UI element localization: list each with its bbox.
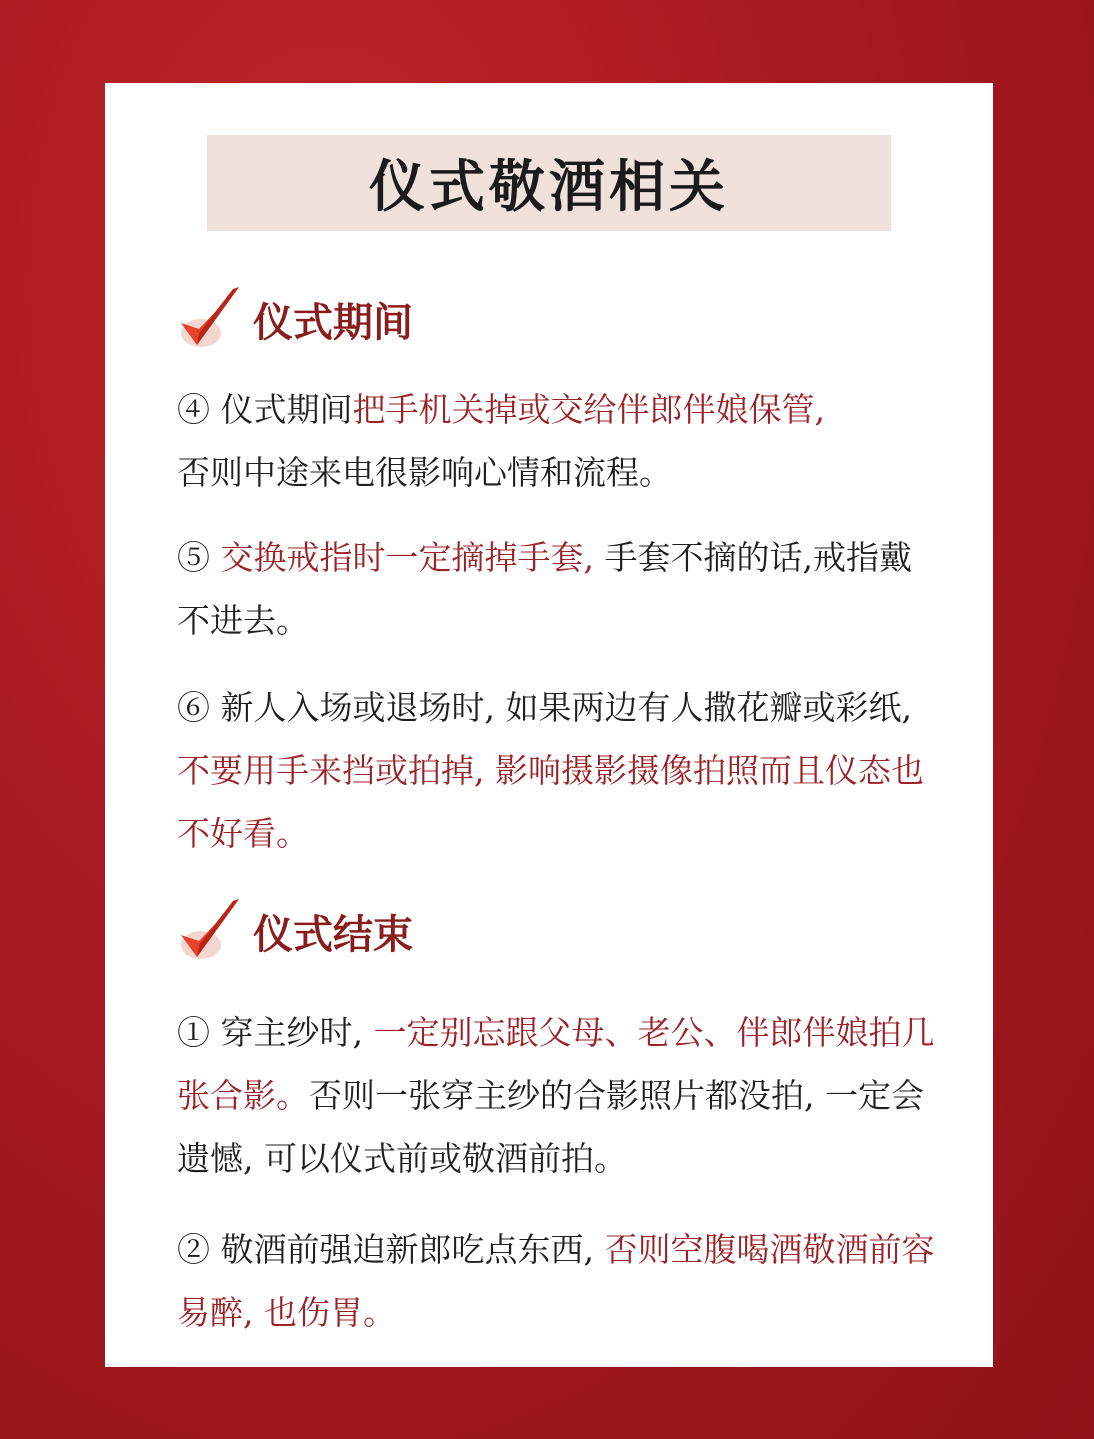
content-card — [105, 83, 993, 1367]
list-item: ① 穿主纱时, 一定别忘跟父母、老公、伴郎伴娘拍几张合影。否则一张穿主纱的合影照片都没拍, 一定会遗憾, 可以仪式前或敬酒前拍。 — [177, 1013, 935, 1178]
section-heading-ceremony-during: 仪式期间 — [175, 279, 413, 359]
title-banner — [207, 135, 891, 231]
checkmark-icon — [175, 283, 243, 355]
list-item: ⑥ 新人入场或退场时, 如果两边有人撒花瓣或彩纸, 不要用手来挡或拍掉, 影响摄影摄像拍照而且仪态也不好看。 — [177, 688, 924, 853]
page-title: 仪式敬酒相关 — [369, 155, 729, 220]
checkmark-icon — [175, 895, 243, 967]
list-item: ⑤ 交换戒指时一定摘掉手套, 手套不摘的话,戒指戴不进去。 — [177, 538, 912, 640]
list-item: ② 敬酒前强迫新郎吃点东西, 否则空腹喝酒敬酒前容易醉, 也伤胃。 — [177, 1230, 935, 1332]
list-item: ④ 仪式期间把手机关掉或交给伴郎伴娘保管, 否则中途来电很影响心情和流程。 — [177, 390, 825, 492]
section-heading-ceremony-end: 仪式结束 — [175, 891, 413, 971]
